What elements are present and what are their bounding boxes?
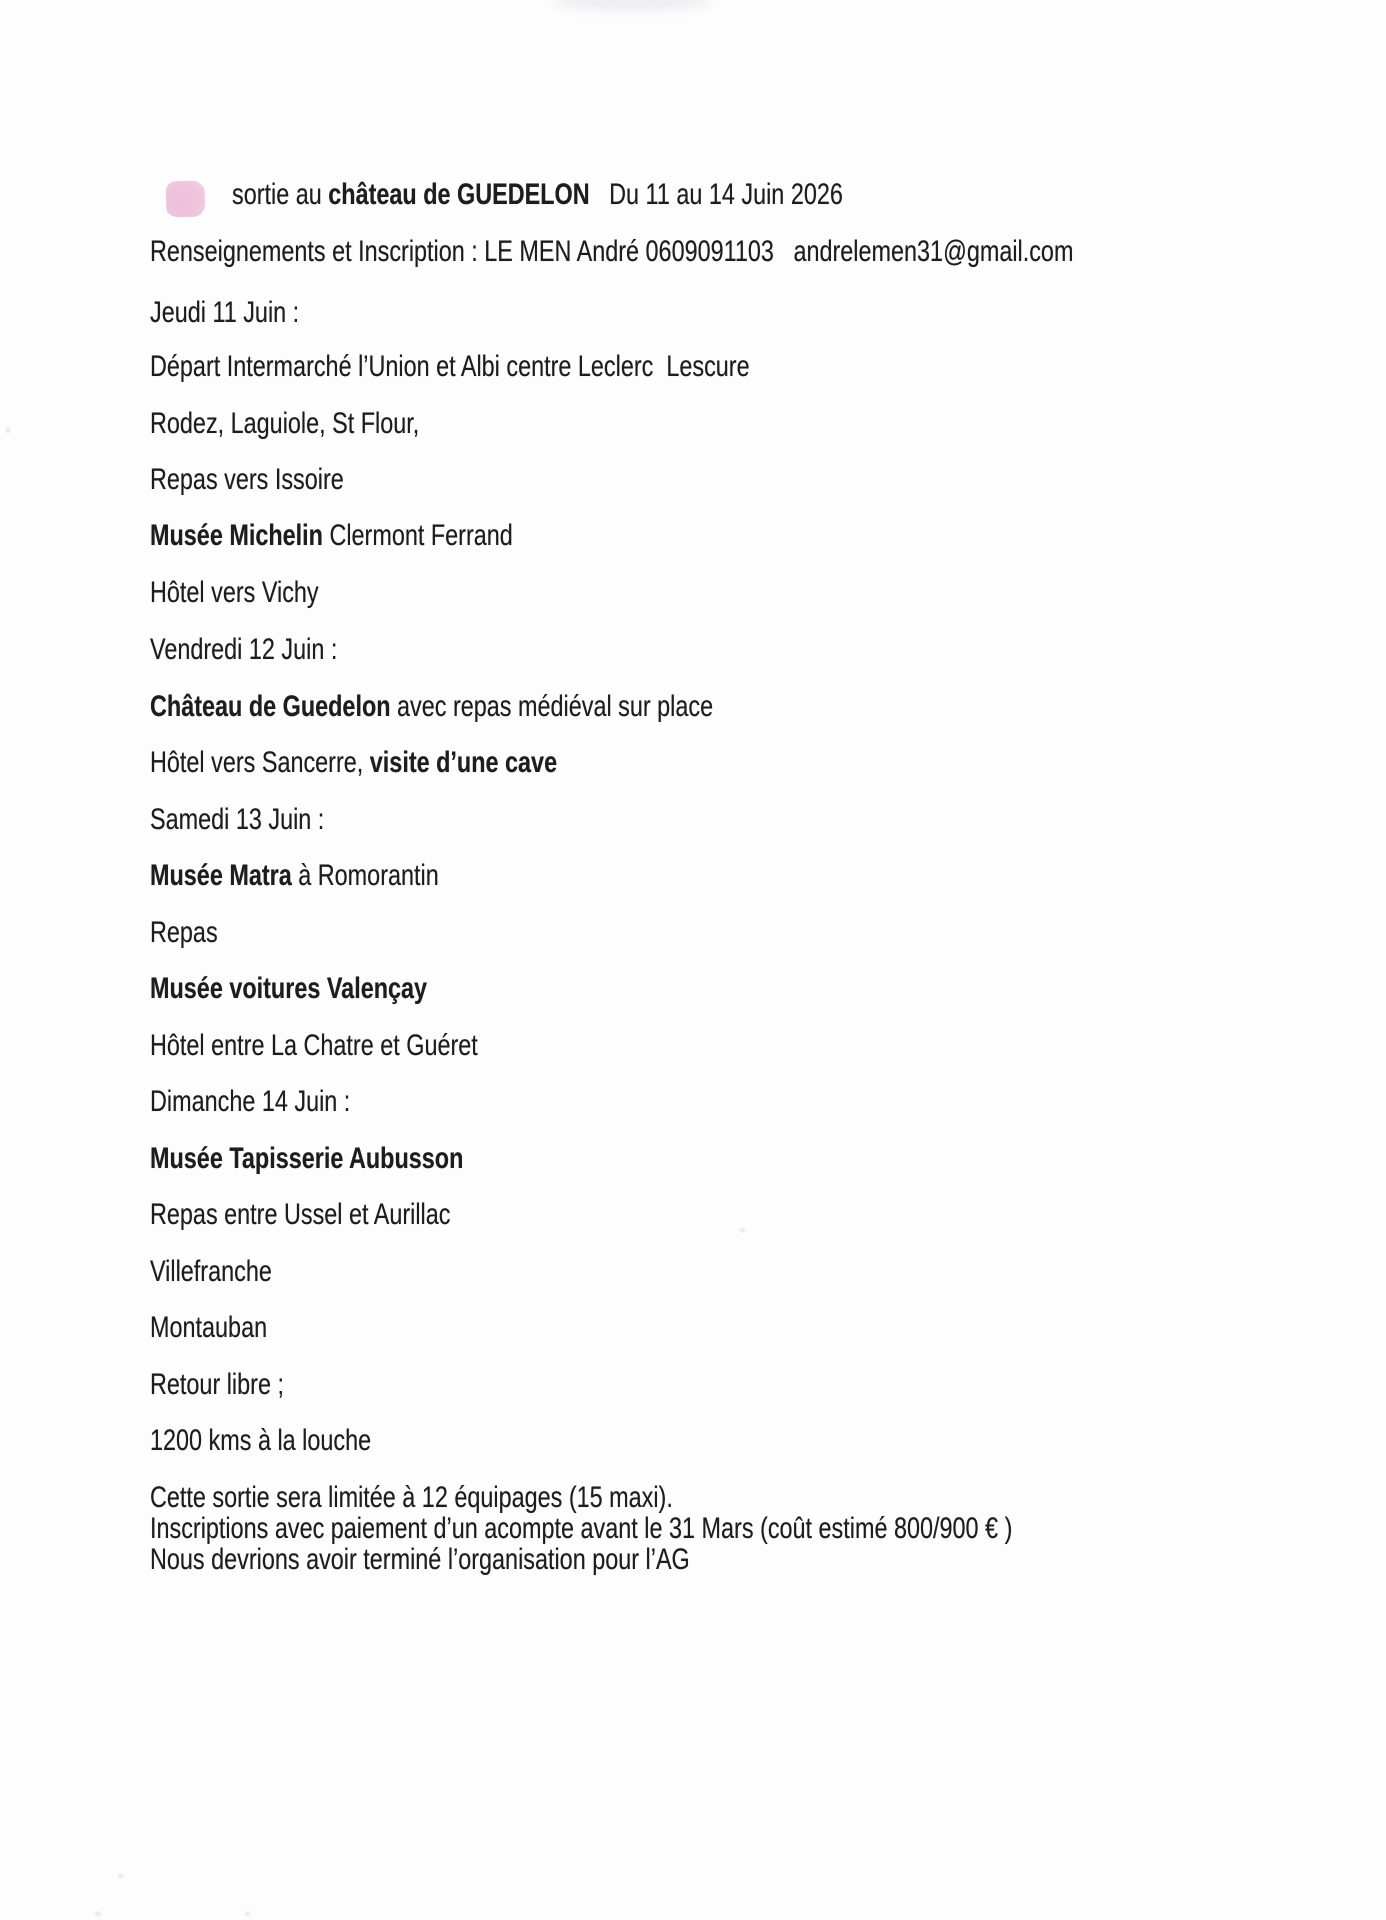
chateau-guedelon-rest: avec repas médiéval sur place: [390, 690, 714, 723]
line-chateau-guedelon: [150, 690, 713, 724]
scan-speck: [6, 427, 10, 433]
hotel-sancerre-plain: Hôtel vers Sancerre,: [150, 746, 370, 779]
line-repas-issoire: Repas vers Issoire: [150, 463, 344, 496]
line-repas-ussel: Repas entre Ussel et Aurillac: [150, 1198, 451, 1231]
visite-cave-bold: visite d’une cave: [369, 746, 558, 779]
line-hotel-la-chatre: Hôtel entre La Chatre et Guéret: [150, 1029, 478, 1062]
day-heading-saturday: Samedi 13 Juin :: [150, 803, 325, 836]
day-heading-sunday: Dimanche 14 Juin :: [150, 1085, 351, 1118]
scan-speck: [118, 1874, 123, 1878]
line-organisation-ag: Nous devrions avoir terminé l’organisation pour l’AG: [150, 1543, 690, 1576]
line-musee-valencay: [150, 972, 427, 1006]
musee-michelin-rest: Clermont Ferrand: [322, 519, 513, 552]
day-heading-friday: Vendredi 12 Juin :: [150, 633, 338, 666]
line-hotel-sancerre: [150, 746, 557, 780]
line-limite-equipages: Cette sortie sera limitée à 12 équipages (15 maxi).: [150, 1481, 673, 1514]
line-repas: Repas: [150, 916, 218, 949]
scan-speck: [95, 1912, 101, 1916]
title-line: [232, 178, 843, 212]
musee-matra-bold: Musée Matra: [150, 859, 292, 892]
line-hotel-vichy: Hôtel vers Vichy: [150, 576, 319, 609]
line-montauban: Montauban: [150, 1311, 268, 1344]
line-musee-matra: [150, 859, 439, 893]
musee-matra-rest: à Romorantin: [291, 859, 439, 892]
musee-michelin-bold: Musée Michelin: [150, 519, 323, 552]
scan-speck: [245, 1912, 250, 1916]
scan-speck: [740, 1228, 745, 1232]
musee-aubusson-bold: Musée Tapisserie Aubusson: [150, 1142, 464, 1175]
line-route-rodez: Rodez, Laguiole, St Flour,: [150, 407, 420, 440]
pink-highlighter-mark: [165, 180, 205, 217]
line-musee-aubusson: [150, 1142, 463, 1176]
line-distance: 1200 kms à la louche: [150, 1424, 372, 1457]
title-destination: château de GUEDELON: [328, 178, 590, 211]
scan-smudge-top: [552, 0, 712, 11]
musee-valencay-bold: Musée voitures Valençay: [150, 972, 428, 1005]
title-prefix: sortie au: [232, 178, 329, 211]
line-inscriptions-acompte: Inscriptions avec paiement d’un acompte avant le 31 Mars (coût estimé 800/900 € ): [150, 1512, 1013, 1545]
contact-line: Renseignements et Inscription : LE MEN André 0609091103 andrelemen31@gmail.com: [150, 235, 1074, 268]
chateau-guedelon-bold: Château de Guedelon: [150, 690, 391, 723]
line-musee-michelin: [150, 519, 513, 553]
line-retour-libre: Retour libre ;: [150, 1368, 284, 1401]
title-dates: Du 11 au 14 Juin 2026: [589, 178, 843, 211]
line-villefranche: Villefranche: [150, 1255, 272, 1288]
line-depart: Départ Intermarché l’Union et Albi centre Leclerc Lescure: [150, 350, 750, 383]
day-heading-thursday: Jeudi 11 Juin :: [150, 296, 300, 329]
